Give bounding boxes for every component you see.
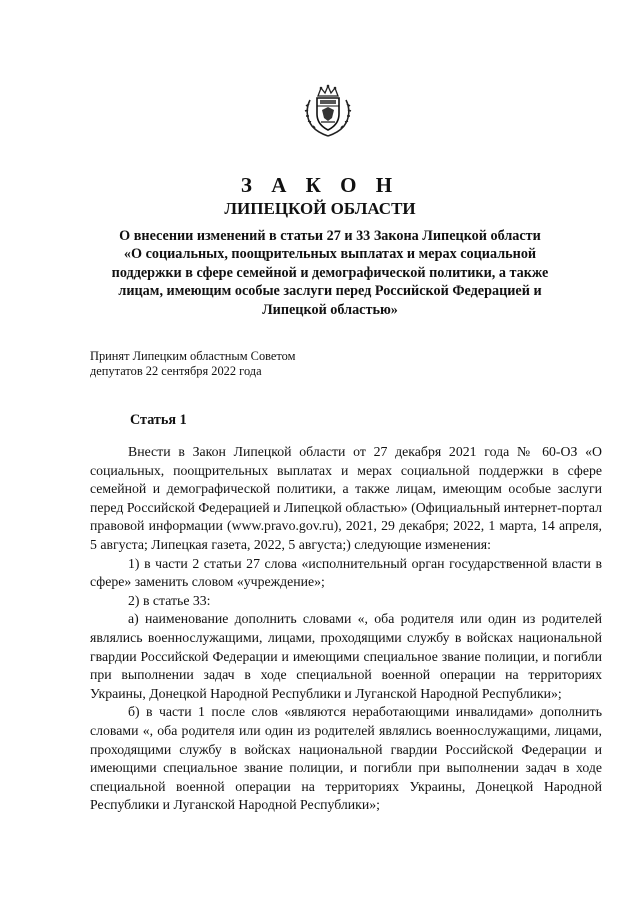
subject-line: лицам, имеющим особые заслуги перед Российской Федерацией и <box>118 283 542 300</box>
subject-line: «О социальных, поощрительных выплатах и мерах социальной <box>123 246 537 263</box>
subject-line: О внесении изменений в статьи 27 и 33 Закона Липецкой области <box>119 228 541 244</box>
coat-of-arms-icon <box>304 84 352 138</box>
article-paragraph: а) наименование дополнить словами «, оба родителя или один из родителей являлись военнослужащими, лицами, проходящими службу в войсках национальной гвардии Российской Федерации и имеющими специальное звание полиции, и погибли при выполнении задач в ходе специальной военной операции на территориях Украины, Донецкой Народной Республики и Луганской Народной Республики»; <box>90 611 602 701</box>
region-title: ЛИПЕЦКОЙ ОБЛАСТИ <box>224 199 416 218</box>
adoption-line: депутатов 22 сентября 2022 года <box>90 364 262 378</box>
article-body <box>90 443 602 815</box>
article-paragraph: б) в части 1 после слов «являются неработающими инвалидами» дополнить словами «, оба родителя или один из родителей являлись военнослужащими, лицами, проходящими службу в войсках национальной гвардии Российской Федерации и имеющими специальное звание полиции, и погибли при выполнении задач в ходе специальной военной операции на территориях Украины, Донецкой Народной Республики и Луганской Народной Республики»; <box>90 704 602 813</box>
article-paragraph: 2) в статье 33: <box>128 592 211 608</box>
law-title: З А К О Н <box>240 173 400 197</box>
article-heading: Статья 1 <box>130 412 187 428</box>
adoption-note <box>90 349 295 379</box>
article-paragraph: Внести в Закон Липецкой области от 27 декабря 2021 года № 60-ОЗ «О социальных, поощрительных выплатах и мерах социальной поддержки в сфере семейной и демографической политики, а также лицам, имеющим особые заслуги перед Российской Федерацией и Липецкой областью» (Официальный интернет-портал правовой информации (www.pravo.gov.ru), 2021, 29 декабря; 2022, 1 марта, 14 апреля, 5 августа; Липецкая газета, 2022, 5 августа;) следующие изменения: <box>90 444 602 552</box>
subject-line: поддержки в сфере семейной и демографической политики, а также <box>111 264 549 281</box>
subject-line: Липецкой областью» <box>262 301 398 318</box>
adoption-line: Принят Липецким областным Советом <box>90 349 296 363</box>
law-subject <box>90 227 570 319</box>
article-paragraph: 1) в части 2 статьи 27 слова «исполнительный орган государственной власти в сфере» заменить словом «учреждение»; <box>90 555 602 590</box>
